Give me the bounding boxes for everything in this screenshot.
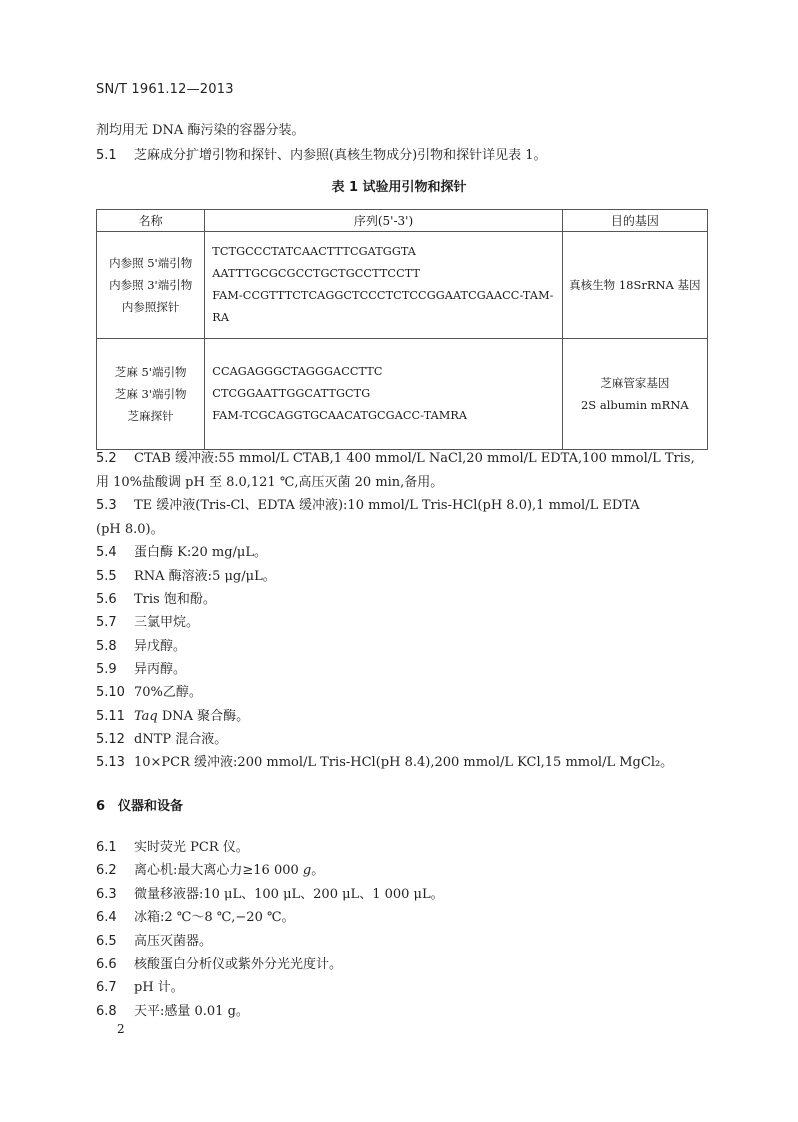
item-6-7 bbox=[96, 976, 710, 995]
item-number: 6.6 bbox=[96, 957, 117, 972]
name-line: 芝麻 5'端引物 bbox=[114, 365, 187, 379]
name-cell bbox=[97, 232, 205, 339]
name-line: 内参照 3'端引物 bbox=[109, 278, 193, 292]
item-5-3-continued: (pH 8.0)。 bbox=[96, 522, 164, 537]
target-line: 2S albumin mRNA bbox=[580, 398, 689, 412]
item-5-2 bbox=[96, 447, 710, 466]
item-text: 70%乙醇。 bbox=[134, 685, 202, 700]
table-title: 表 1 试验用引物和探针 bbox=[331, 180, 467, 195]
item-number: 6.1 bbox=[96, 840, 117, 855]
target-line: 芝麻管家基因 bbox=[600, 376, 670, 390]
section-heading-6 bbox=[96, 795, 183, 814]
sequence-line: FAM-TCGCAGGTGCAACATGCGACC-TAMRA bbox=[212, 409, 468, 422]
primer-table bbox=[96, 209, 708, 450]
name-line: 芝麻探针 bbox=[127, 409, 174, 423]
item-text: 微量移液器:10 μL、100 μL、200 μL、1 000 μL。 bbox=[134, 887, 444, 902]
item-text-rest: DNA 聚合酶。 bbox=[157, 709, 250, 724]
sequence-line: CTCGGAATTGGCATTGCTG bbox=[212, 387, 371, 400]
item-5-12 bbox=[96, 728, 710, 747]
item-number: 5.2 bbox=[96, 451, 117, 466]
item-text: 高压灭菌器。 bbox=[134, 934, 213, 949]
item-text: 异戊醇。 bbox=[134, 639, 187, 654]
item-number: 6.3 bbox=[96, 887, 117, 902]
target-cell bbox=[562, 232, 707, 339]
sequence-line: FAM-CCGTTTCTCAGGCTCCCTCTCCGGAATCGAACC-TAM- bbox=[212, 289, 554, 302]
item-text-end: 。 bbox=[311, 863, 325, 878]
item-number: 6.8 bbox=[96, 1004, 117, 1019]
item-text: 异丙醇。 bbox=[134, 662, 187, 677]
table-header-row bbox=[97, 210, 708, 232]
item-text: 冰箱:2 ℃～8 ℃,−20 ℃。 bbox=[134, 910, 295, 925]
item-number: 6.4 bbox=[96, 910, 117, 925]
item-5-5 bbox=[96, 565, 710, 584]
item-text: 天平:感量 0.01 g。 bbox=[134, 1004, 249, 1019]
item-6-4 bbox=[96, 906, 710, 925]
item-6-6 bbox=[96, 953, 710, 972]
section-title: 仪器和设备 bbox=[118, 799, 184, 814]
item-text: 蛋白酶 K:20 mg/μL。 bbox=[134, 545, 268, 560]
item-number: 5.3 bbox=[96, 498, 117, 513]
item-6-5 bbox=[96, 930, 710, 949]
item-5-8 bbox=[96, 635, 710, 654]
item-number: 5.6 bbox=[96, 592, 117, 607]
item-text: Tris 饱和酚。 bbox=[134, 592, 216, 607]
sequence-cell bbox=[205, 339, 562, 450]
page-number: 2 bbox=[117, 1022, 125, 1036]
item-5-11 bbox=[96, 705, 710, 724]
item-text: RNA 酶溶液:5 μg/μL。 bbox=[134, 569, 276, 584]
item-6-2 bbox=[96, 859, 710, 878]
sequence-line: AATTTGCGCGCCTGCTGCCTTCCTT bbox=[212, 267, 421, 280]
item-5-10 bbox=[96, 681, 710, 700]
item-5-4 bbox=[96, 541, 710, 560]
target-cell bbox=[562, 339, 707, 450]
item-5-6 bbox=[96, 588, 710, 607]
name-line: 内参照 5'端引物 bbox=[109, 256, 193, 270]
item-text: dNTP 混合液。 bbox=[134, 732, 228, 747]
item-text bbox=[134, 705, 249, 724]
sequence-line: CCAGAGGGCTAGGGACCTTC bbox=[212, 365, 383, 378]
target-line: 真核生物 18SrRNA 基因 bbox=[569, 278, 701, 292]
section-number: 6 bbox=[96, 799, 106, 814]
name-cell bbox=[97, 339, 205, 450]
item-number: 6.7 bbox=[96, 980, 117, 995]
item-number: 5.1 bbox=[96, 148, 117, 163]
name-line: 内参照探针 bbox=[121, 300, 180, 314]
item-5-3 bbox=[96, 494, 710, 513]
item-number: 5.11 bbox=[96, 709, 125, 724]
item-text: 核酸蛋白分析仪或紫外分光光度计。 bbox=[134, 957, 343, 972]
item-number: 5.10 bbox=[96, 685, 125, 700]
item-text: 实时荧光 PCR 仪。 bbox=[134, 840, 249, 855]
item-text bbox=[134, 859, 324, 878]
sequence-line: RA bbox=[212, 311, 229, 324]
item-number: 5.12 bbox=[96, 732, 125, 747]
item-6-3 bbox=[96, 883, 710, 902]
intro-line: 剂均用无 DNA 酶污染的容器分装。 bbox=[96, 123, 305, 138]
item-5-9 bbox=[96, 658, 710, 677]
item-number: 5.8 bbox=[96, 639, 117, 654]
item-5-2-continued: 用 10%盐酸调 pH 至 8.0,121 ℃,高压灭菌 20 min,备用。 bbox=[96, 475, 444, 490]
item-text: TE 缓冲液(Tris-Cl、EDTA 缓冲液):10 mmol/L Tris-HCl(pH 8.0),1 mmol/L EDTA bbox=[134, 498, 640, 513]
item-number: 5.9 bbox=[96, 662, 117, 677]
table-row bbox=[97, 232, 708, 339]
item-5-1 bbox=[96, 144, 710, 163]
sequence-cell bbox=[205, 232, 562, 339]
item-text: CTAB 缓冲液:55 mmol/L CTAB,1 400 mmol/L NaCl,20 mmol/L EDTA,100 mmol/L Tris, bbox=[134, 451, 695, 466]
name-line: 芝麻 3'端引物 bbox=[114, 387, 187, 401]
item-text: 芝麻成分扩增引物和探针、内参照(真核生物成分)引物和探针详见表 1。 bbox=[134, 148, 547, 163]
header-name: 名称 bbox=[97, 210, 205, 232]
item-number: 5.5 bbox=[96, 569, 117, 584]
italic-term: Taq bbox=[134, 709, 158, 724]
item-number: 5.13 bbox=[96, 755, 125, 770]
item-number: 6.5 bbox=[96, 934, 117, 949]
unit-g: g bbox=[302, 863, 312, 878]
item-5-7 bbox=[96, 611, 710, 630]
item-text: 三氯甲烷。 bbox=[134, 615, 200, 630]
standard-number: SN/T 1961.12—2013 bbox=[96, 82, 234, 97]
item-text: 10×PCR 缓冲液:200 mmol/L Tris-HCl(pH 8.4),200 mmol/L KCl,15 mmol/L MgCl₂。 bbox=[134, 755, 674, 770]
header-sequence: 序列(5'-3') bbox=[205, 210, 562, 232]
item-text-main: 离心机:最大离心力≥16 000 bbox=[134, 863, 303, 878]
item-6-1 bbox=[96, 836, 710, 855]
table-row bbox=[97, 339, 708, 450]
item-number: 5.7 bbox=[96, 615, 117, 630]
item-number: 5.4 bbox=[96, 545, 117, 560]
item-5-13 bbox=[96, 751, 710, 770]
sequence-line: TCTGCCCTATCAACTTTCGATGGTA bbox=[212, 245, 416, 258]
item-6-8 bbox=[96, 1000, 710, 1019]
header-target: 目的基因 bbox=[562, 210, 707, 232]
item-text: pH 计。 bbox=[134, 980, 184, 995]
item-number: 6.2 bbox=[96, 863, 117, 878]
